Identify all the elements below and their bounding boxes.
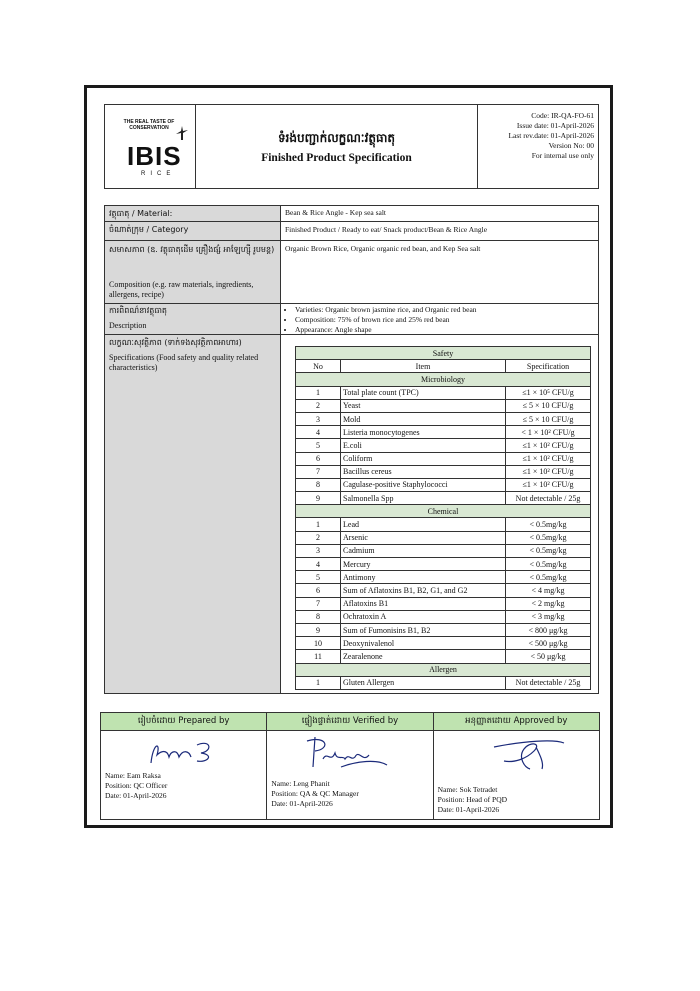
signature-prepared (131, 733, 241, 771)
row-number: 2 (296, 531, 341, 544)
row-number: 4 (296, 426, 341, 439)
prepared-by-position: Position: QC Officer (105, 781, 168, 790)
table-row (296, 544, 591, 557)
row-specification: ≤1 × 10² CFU/g (506, 465, 591, 478)
row-specification: < 800 μg/kg (506, 623, 591, 636)
row-specification: ≤1 × 10² CFU/g (506, 452, 591, 465)
table-row (296, 412, 591, 425)
row-item: Salmonella Spp (341, 492, 506, 505)
row-item: Gluten Allergen (341, 676, 506, 689)
description-label: Description (109, 321, 147, 330)
row-number: 5 (296, 571, 341, 584)
signature-verified (297, 733, 407, 771)
table-header-row (296, 360, 591, 373)
header-specification: Specification (506, 360, 591, 373)
row-number: 1 (296, 518, 341, 531)
section-name: Allergen (296, 663, 591, 676)
row-number: 10 (296, 637, 341, 650)
description-item: • Varieties: Organic brown jasmine rice, and Organic red bean (295, 305, 595, 315)
table-row (296, 426, 591, 439)
row-item: Bacillus cereus (341, 465, 506, 478)
logo-sub: RICE (141, 171, 176, 177)
header-item: Item (341, 360, 506, 373)
table-row (296, 676, 591, 689)
ibis-logo (105, 105, 196, 188)
table-row (296, 623, 591, 636)
row-item: Yeast (341, 399, 506, 412)
row-number: 11 (296, 650, 341, 663)
row-number: 9 (296, 492, 341, 505)
section-row (296, 505, 591, 518)
prepared-by-date: Date: 01-April-2026 (105, 791, 167, 800)
row-number: 1 (296, 676, 341, 689)
row-item: Antimony (341, 571, 506, 584)
row-item: E.coli (341, 439, 506, 452)
row-number: 4 (296, 558, 341, 571)
table-row (296, 531, 591, 544)
row-specification: < 0.5mg/kg (506, 531, 591, 544)
approved-by-name: Name: Sok Tetradet (437, 785, 498, 794)
row-specification: < 0.5mg/kg (506, 558, 591, 571)
description-list (285, 305, 595, 335)
row-item: Cagulase-positive Staphylococci (341, 478, 506, 491)
row-number: 6 (296, 452, 341, 465)
row-specification: Not detectable / 25g (506, 676, 591, 689)
section-name: Microbiology (296, 373, 591, 386)
material-value: Bean & Rice Angle - Kep sea salt (285, 208, 387, 217)
row-specification: < 0.5mg/kg (506, 518, 591, 531)
verified-by-date: Date: 01-April-2026 (271, 799, 333, 808)
row-specification: < 0.5mg/kg (506, 544, 591, 557)
table-row (296, 518, 591, 531)
table-row (296, 597, 591, 610)
signature-approved (464, 733, 574, 771)
row-item: Mold (341, 412, 506, 425)
specs-label: Specifications (Food safety and quality related characteristics) (109, 353, 259, 372)
document-meta (478, 105, 598, 188)
description-item: • Appearance: Angle shape (295, 325, 595, 335)
row-specification: Not detectable / 25g (506, 492, 591, 505)
verified-by-cell (267, 713, 433, 819)
row-number: 7 (296, 597, 341, 610)
category-value: Finished Product / Ready to eat/ Snack product/Bean & Rice Angle (285, 225, 488, 234)
row-item: Sum of Fumonisins B1, B2 (341, 623, 506, 636)
specs-label-khmer: លក្ខណៈសុវត្ថិភាព (ទាក់ទងសុវត្ថិភាពអាហារ) (109, 338, 242, 347)
section-name: Chemical (296, 505, 591, 518)
row-item: Arsenic (341, 531, 506, 544)
row-item: Sum of Aflatoxins B1, B2, G1, and G2 (341, 584, 506, 597)
document-header (104, 104, 599, 189)
composition-label-khmer: សមាសភាព (ឧ. វត្ថុធាតុដើម គ្រឿងផ្សំ អាឡែហ្ស៊ី រូបមន្ត) (109, 245, 275, 254)
row-item: Listeria monocytogenes (341, 426, 506, 439)
row-divider (105, 334, 598, 335)
specification-form (104, 205, 599, 694)
row-item: Mercury (341, 558, 506, 571)
table-title-row (296, 347, 591, 360)
verified-by-name: Name: Leng Phanit (271, 779, 330, 788)
row-item: Coliform (341, 452, 506, 465)
row-specification: < 500 μg/kg (506, 637, 591, 650)
row-specification: ≤1 × 10⁵ CFU/g (506, 386, 591, 399)
table-row (296, 650, 591, 663)
row-number: 7 (296, 465, 341, 478)
approved-by-date: Date: 01-April-2026 (437, 805, 500, 814)
row-item: Cadmium (341, 544, 506, 557)
approved-by-header: អនុញ្ញាតដោយ Approved by (434, 713, 599, 731)
table-row (296, 399, 591, 412)
row-item: Total plate count (TPC) (341, 386, 506, 399)
row-item: Lead (341, 518, 506, 531)
description-item: • Composition: 75% of brown rice and 25% red bean (295, 315, 595, 325)
row-number: 9 (296, 623, 341, 636)
row-number: 8 (296, 478, 341, 491)
meta-rev-date: Last rev.date: 01-April-2026 (508, 131, 594, 140)
document-title (196, 105, 478, 188)
row-number: 6 (296, 584, 341, 597)
category-label: ចំណាត់ក្រុម / Category (109, 225, 189, 234)
meta-version: Version No: 00 (548, 141, 594, 150)
row-divider (105, 240, 598, 241)
row-specification: ≤ 5 × 10 CFU/g (506, 412, 591, 425)
section-row (296, 663, 591, 676)
verified-by-header: ផ្ទៀងផ្ទាត់ដោយ Verified by (267, 713, 432, 731)
row-number: 3 (296, 544, 341, 557)
row-divider (105, 303, 598, 304)
row-specification: < 1 × 10² CFU/g (506, 426, 591, 439)
row-specification: < 50 μg/kg (506, 650, 591, 663)
row-specification: ≤1 × 10² CFU/g (506, 439, 591, 452)
header-no: No (296, 360, 341, 373)
approved-by-cell (434, 713, 599, 819)
section-row (296, 373, 591, 386)
title-english: Finished Product Specification (261, 151, 412, 164)
composition-value: Organic Brown Rice, Organic organic red bean, and Kep Sea salt (285, 244, 481, 253)
signature-block (100, 712, 600, 820)
table-row (296, 478, 591, 491)
row-number: 8 (296, 610, 341, 623)
row-item: Ochratoxin A (341, 610, 506, 623)
row-specification: < 2 mg/kg (506, 597, 591, 610)
prepared-by-name: Name: Eam Raksa (105, 771, 161, 780)
meta-internal: For internal use only (531, 151, 594, 160)
row-item: Aflatoxins B1 (341, 597, 506, 610)
table-row (296, 386, 591, 399)
table-row (296, 439, 591, 452)
table-row (296, 452, 591, 465)
table-row (296, 584, 591, 597)
material-label: វត្ថុធាតុ / Material: (109, 209, 173, 218)
row-specification: ≤1 × 10² CFU/g (506, 478, 591, 491)
table-row (296, 558, 591, 571)
row-number: 3 (296, 412, 341, 425)
row-item: Zearalenone (341, 650, 506, 663)
prepared-by-cell (101, 713, 267, 819)
composition-label: Composition (e.g. raw materials, ingredients, allergens, recipe) (109, 280, 254, 299)
meta-issue-date: Issue date: 01-April-2026 (516, 121, 594, 130)
row-specification: < 0.5mg/kg (506, 571, 591, 584)
approved-by-position: Position: Head of PQD (437, 795, 508, 804)
safety-table (295, 346, 591, 690)
row-divider (105, 221, 598, 222)
verified-by-position: Position: QA & QC Manager (271, 789, 359, 798)
row-specification: < 3 mg/kg (506, 610, 591, 623)
table-row (296, 637, 591, 650)
row-item: Deoxynivalenol (341, 637, 506, 650)
prepared-by-header: រៀបចំដោយ Prepared by (101, 713, 266, 731)
ibis-bird-icon (175, 125, 189, 141)
row-number: 1 (296, 386, 341, 399)
safety-table-body (296, 347, 591, 690)
logo-tagline: THE REAL TASTE OF CONSERVATION (123, 119, 175, 131)
row-specification: ≤ 5 × 10 CFU/g (506, 399, 591, 412)
table-row (296, 492, 591, 505)
table-row (296, 465, 591, 478)
logo-brand: IBIS (127, 141, 182, 171)
title-khmer: ទំរង់បញ្ជាក់លក្ខណៈវត្ថុធាតុ (277, 130, 396, 145)
row-number: 5 (296, 439, 341, 452)
row-specification: < 4 mg/kg (506, 584, 591, 597)
table-row (296, 571, 591, 584)
meta-code: Code: IR-QA-FO-61 (531, 111, 594, 120)
table-title: Safety (296, 347, 591, 360)
row-number: 2 (296, 399, 341, 412)
description-label-khmer: ការពិពណ៌នាវត្ថុធាតុ (109, 306, 168, 315)
table-row (296, 610, 591, 623)
